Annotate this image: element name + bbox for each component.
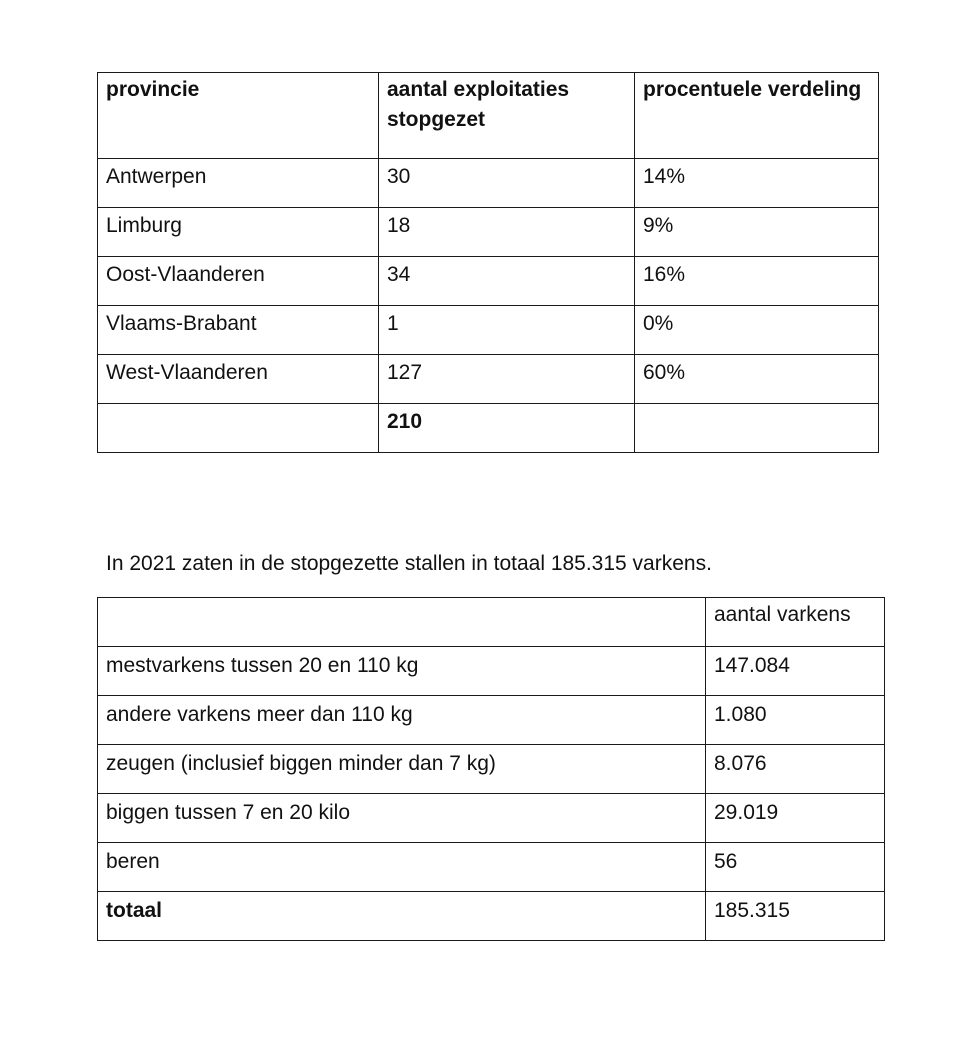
header-cell-aantal-exploitaties: aantal exploitaties stopgezet xyxy=(379,73,635,159)
table-row xyxy=(98,208,879,257)
category-cell: biggen tussen 7 en 20 kilo xyxy=(98,794,706,843)
category-cell: zeugen (inclusief biggen minder dan 7 kg) xyxy=(98,745,706,794)
intro-sentence: In 2021 zaten in de stopgezette stallen in totaal 185.315 varkens. xyxy=(106,552,712,575)
provinces-table xyxy=(97,72,879,453)
table-row xyxy=(98,794,885,843)
count-cell: 8.076 xyxy=(706,745,885,794)
count-cell: 1.080 xyxy=(706,696,885,745)
percentage-cell: 9% xyxy=(635,208,879,257)
total-row xyxy=(98,404,879,453)
percentage-cell: 60% xyxy=(635,355,879,404)
table-row xyxy=(98,306,879,355)
table-row xyxy=(98,355,879,404)
count-cell: 18 xyxy=(379,208,635,257)
table-row xyxy=(98,745,885,794)
count-cell: 1 xyxy=(379,306,635,355)
province-cell: Oost-Vlaanderen xyxy=(98,257,379,306)
table-row xyxy=(98,159,879,208)
count-cell: 34 xyxy=(379,257,635,306)
header-cell-aantal-varkens: aantal varkens xyxy=(706,598,885,647)
count-cell: 56 xyxy=(706,843,885,892)
total-label-cell: totaal xyxy=(98,892,706,941)
table-row xyxy=(98,257,879,306)
province-cell: Antwerpen xyxy=(98,159,379,208)
table-header-row xyxy=(98,73,879,159)
table-row xyxy=(98,647,885,696)
category-cell: beren xyxy=(98,843,706,892)
pigs-table xyxy=(97,597,885,941)
category-cell: mestvarkens tussen 20 en 110 kg xyxy=(98,647,706,696)
total-count-cell: 185.315 xyxy=(706,892,885,941)
category-cell: andere varkens meer dan 110 kg xyxy=(98,696,706,745)
percentage-cell xyxy=(635,404,879,453)
count-cell: 127 xyxy=(379,355,635,404)
total-count-cell: 210 xyxy=(379,404,635,453)
header-cell-procentuele-verdeling: procentuele verdeling xyxy=(635,73,879,159)
count-cell: 147.084 xyxy=(706,647,885,696)
header-cell-provincie: provincie xyxy=(98,73,379,159)
percentage-cell: 0% xyxy=(635,306,879,355)
table-row xyxy=(98,696,885,745)
province-cell: West-Vlaanderen xyxy=(98,355,379,404)
percentage-cell: 16% xyxy=(635,257,879,306)
province-cell: Limburg xyxy=(98,208,379,257)
percentage-cell: 14% xyxy=(635,159,879,208)
table-header-row xyxy=(98,598,885,647)
total-row xyxy=(98,892,885,941)
count-cell: 30 xyxy=(379,159,635,208)
province-cell xyxy=(98,404,379,453)
count-cell: 29.019 xyxy=(706,794,885,843)
header-cell-empty xyxy=(98,598,706,647)
province-cell: Vlaams-Brabant xyxy=(98,306,379,355)
table-row xyxy=(98,843,885,892)
